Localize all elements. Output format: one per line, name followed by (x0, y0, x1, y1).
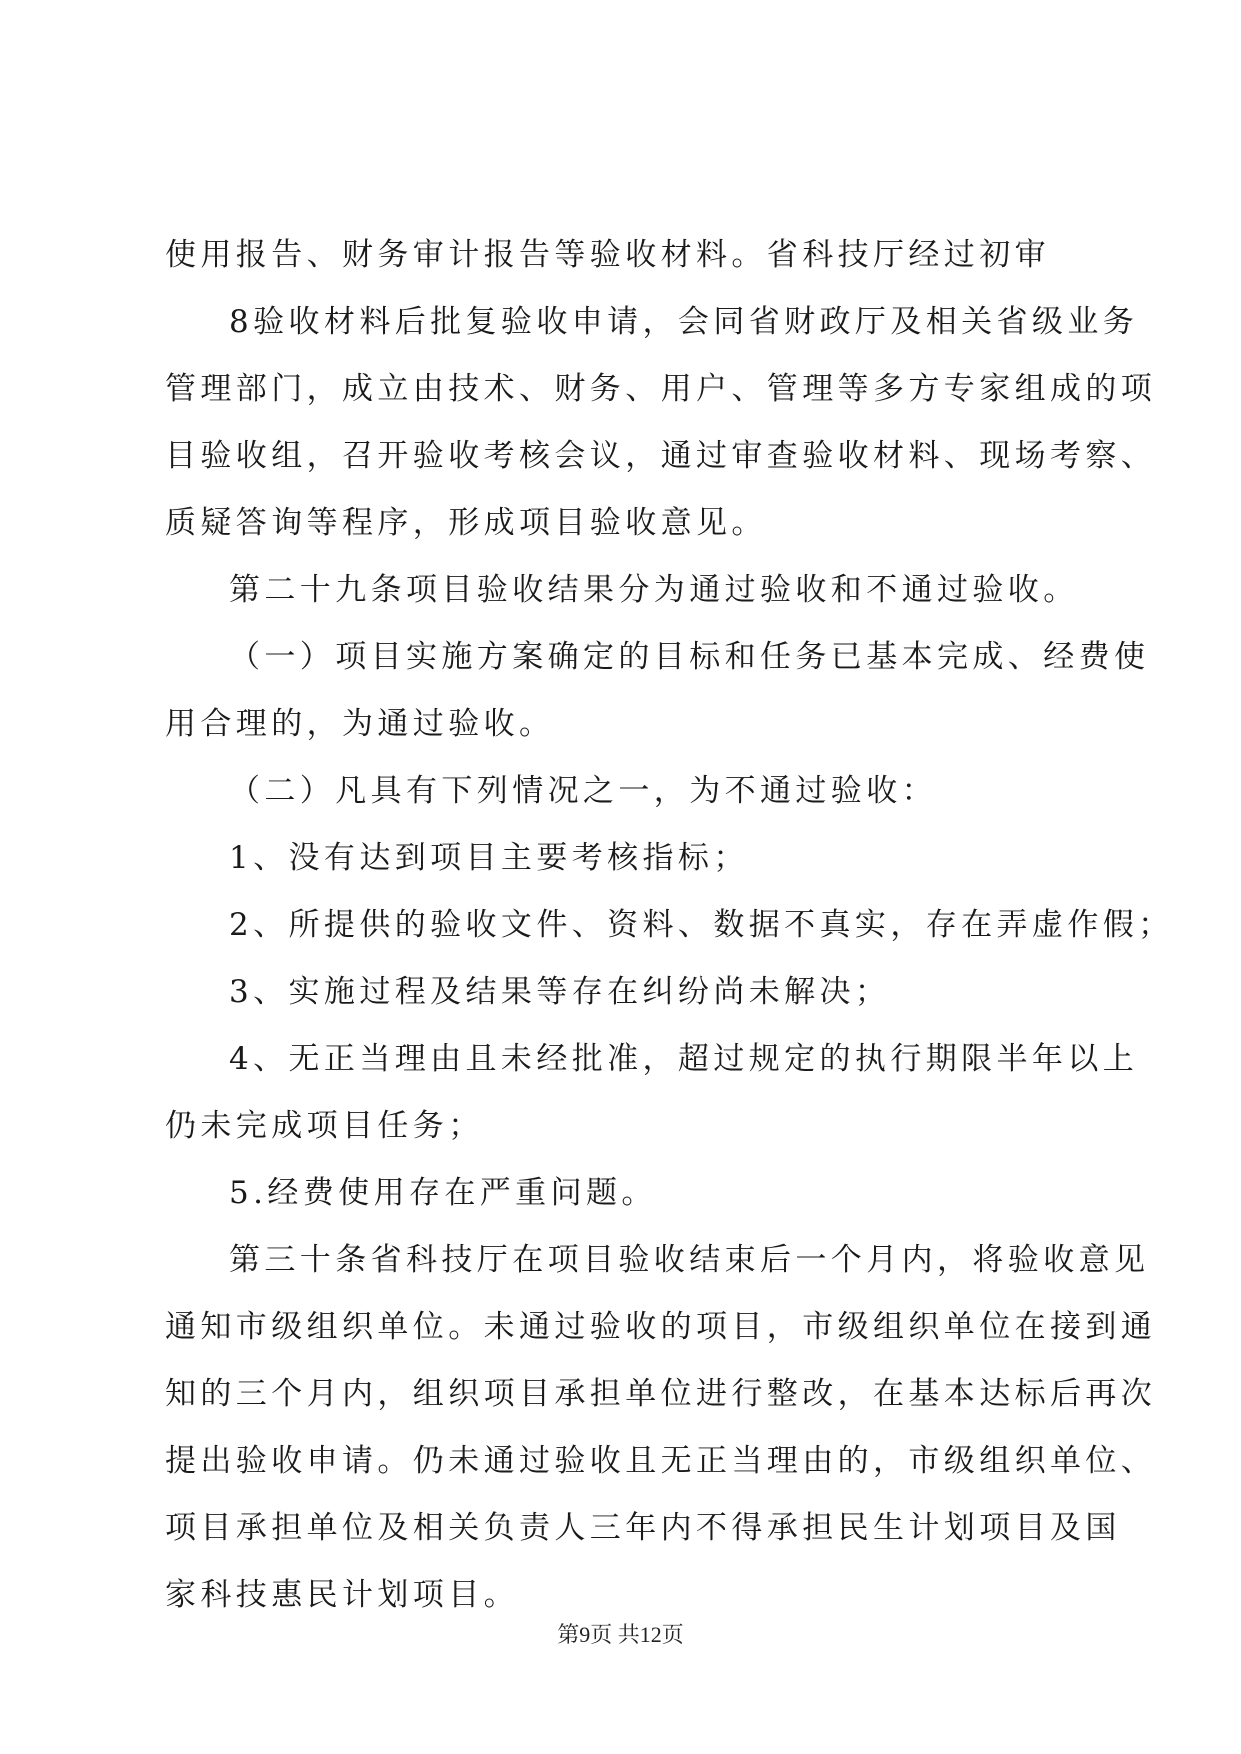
text-line: 质疑答询等程序，形成项目验收意见。 (165, 505, 767, 541)
list-item: 5.经费使用存在严重问题。 (229, 1175, 657, 1211)
text-line: 8验收材料后批复验收申请，会同省财政厅及相关省级业务 (229, 304, 1139, 340)
text-line: 知的三个月内，组织项目承担单位进行整改，在基本达标后再次 (165, 1376, 1157, 1412)
text-line: 家科技惠民计划项目。 (165, 1577, 519, 1613)
list-item: 3、实施过程及结果等存在纠纷尚未解决； (229, 974, 891, 1010)
text-line: 用合理的，为通过验收。 (165, 706, 555, 742)
text-line: 目验收组，召开验收考核会议，通过审查验收材料、现场考察、 (165, 438, 1157, 474)
body-text (165, 222, 1174, 1629)
text-line: （一）项目实施方案确定的目标和任务已基本完成、经费使 (229, 639, 1150, 675)
text-line: 使用报告、财务审计报告等验收材料。省科技厅经过初审 (165, 237, 1050, 273)
text-line: 仍未完成项目任务； (165, 1108, 484, 1144)
text-line: （二）凡具有下列情况之一，为不通过验收： (229, 773, 937, 809)
text-line: 管理部门，成立由技术、财务、用户、管理等多方专家组成的项 (165, 371, 1157, 407)
text-line: 通知市级组织单位。未通过验收的项目，市级组织单位在接到通 (165, 1309, 1157, 1345)
text-line: 项目承担单位及相关负责人三年内不得承担民生计划项目及国 (165, 1510, 1121, 1546)
article-29-heading: 第二十九条项目验收结果分为通过验收和不通过验收。 (229, 572, 1079, 608)
page-number-footer: 第9页 共12页 (557, 1622, 684, 1647)
text-line: 提出验收申请。仍未通过验收且无正当理由的，市级组织单位、 (165, 1443, 1157, 1479)
list-item: 4、无正当理由且未经批准，超过规定的执行期限半年以上 (229, 1041, 1139, 1077)
list-item: 2、所提供的验收文件、资料、数据不真实，存在弄虚作假； (229, 907, 1174, 943)
list-item: 1、没有达到项目主要考核指标； (229, 840, 749, 876)
article-30-heading: 第三十条省科技厅在项目验收结束后一个月内，将验收意见 (229, 1242, 1150, 1278)
